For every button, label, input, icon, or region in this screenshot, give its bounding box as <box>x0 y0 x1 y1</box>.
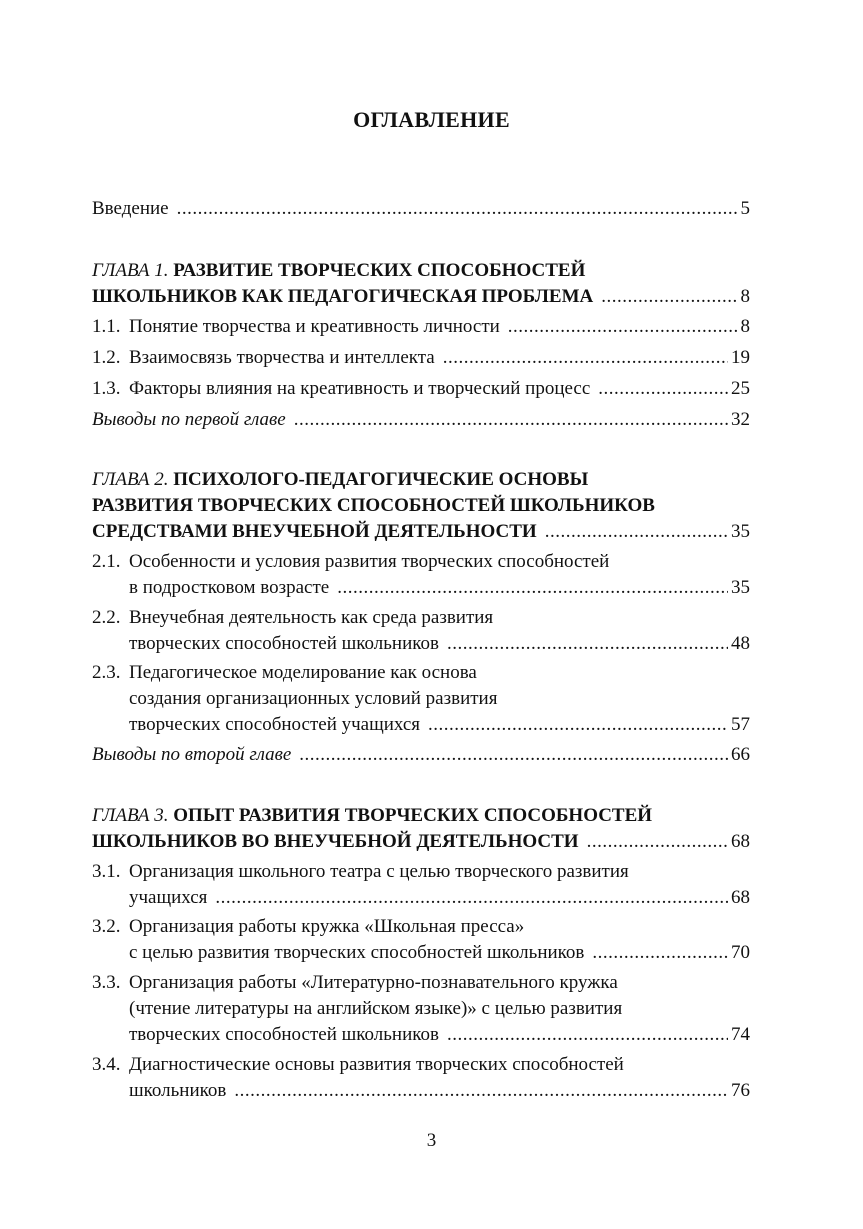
section-title: с целью развития творческих способностей школьников <box>129 942 585 963</box>
chapter-title: РАЗВИТИЕ ТВОРЧЕСКИХ СПОСОБНОСТЕЙ <box>173 260 586 281</box>
toc-page-number: 57 <box>731 714 750 735</box>
toc-chapter-2[interactable] <box>92 467 750 545</box>
toc-page-number: 68 <box>731 831 750 852</box>
toc-entry-title: Введение <box>92 198 169 219</box>
toc-entry-3-1[interactable] <box>92 859 750 911</box>
section-title: Понятие творчества и креативность личности <box>129 316 500 337</box>
dot-leader <box>443 345 728 371</box>
section-title: Диагностические основы развития творческих способностей <box>129 1054 624 1075</box>
section-number: 2.3. <box>92 662 121 683</box>
toc-page-number: 35 <box>731 521 750 542</box>
toc-entry-1-1[interactable] <box>92 314 750 340</box>
section-title: в подростковом возрасте <box>129 577 330 598</box>
dot-leader <box>587 829 728 855</box>
toc-entry-intro[interactable] <box>92 196 750 222</box>
section-number: 2.2. <box>92 607 121 628</box>
section-title: Факторы влияния на креативность и творческий процесс <box>129 378 591 399</box>
toc-page-number: 66 <box>731 744 750 765</box>
toc-entry-3-2[interactable] <box>92 914 750 966</box>
dot-leader <box>447 1022 728 1048</box>
page-number: 3 <box>426 1130 437 1151</box>
section-title: создания организационных условий развития <box>129 688 498 709</box>
section-title: Внеучебная деятельность как среда развития <box>129 607 494 628</box>
section-title: школьников <box>129 1080 227 1101</box>
section-title: Организация школьного театра с целью творческого развития <box>129 861 629 882</box>
section-number: 3.4. <box>92 1054 121 1075</box>
chapter-label: ГЛАВА 2. <box>92 469 169 490</box>
section-title: Организация работы «Литературно-познавательного кружка <box>129 972 618 993</box>
toc-page-number: 35 <box>731 577 750 598</box>
chapter-title: РАЗВИТИЯ ТВОРЧЕСКИХ СПОСОБНОСТЕЙ ШКОЛЬНИКОВ <box>92 495 655 516</box>
dot-leader <box>215 885 728 911</box>
section-number: 1.3. <box>92 378 121 399</box>
chapter-title: ШКОЛЬНИКОВ ВО ВНЕУЧЕБНОЙ ДЕЯТЕЛЬНОСТИ <box>92 831 579 852</box>
toc-chapter-3[interactable] <box>92 803 750 855</box>
dot-leader <box>598 376 728 402</box>
toc-page-number: 76 <box>731 1080 750 1101</box>
chapter-label: ГЛАВА 3. <box>92 805 169 826</box>
section-title: творческих способностей учащихся <box>129 714 421 735</box>
toc-entry-conclusions-2[interactable] <box>92 742 750 768</box>
toc-entry-1-2[interactable] <box>92 345 750 371</box>
chapter-title: СРЕДСТВАМИ ВНЕУЧЕБНОЙ ДЕЯТЕЛЬНОСТИ <box>92 521 537 542</box>
section-number: 3.3. <box>92 972 121 993</box>
chapter-label: ГЛАВА 1. <box>92 260 169 281</box>
dot-leader <box>234 1078 728 1104</box>
section-title: (чтение литературы на английском языке)» с целью развития <box>129 998 623 1019</box>
chapter-title: ШКОЛЬНИКОВ КАК ПЕДАГОГИЧЕСКАЯ ПРОБЛЕМА <box>92 286 594 307</box>
section-number: 3.1. <box>92 861 121 882</box>
dot-leader <box>545 519 728 545</box>
section-title: учащихся <box>129 887 208 908</box>
section-title: Организация работы кружка «Школьная пресса» <box>129 916 525 937</box>
chapter-title: ОПЫТ РАЗВИТИЯ ТВОРЧЕСКИХ СПОСОБНОСТЕЙ <box>173 805 653 826</box>
conclusions-title: Выводы по второй главе <box>92 744 292 765</box>
section-title: Педагогическое моделирование как основа <box>129 662 477 683</box>
toc-page-number: 8 <box>740 316 750 337</box>
toc-page-number: 25 <box>731 378 750 399</box>
toc-entry-2-1[interactable] <box>92 549 750 601</box>
toc-entry-3-4[interactable] <box>92 1052 750 1104</box>
section-number: 2.1. <box>92 551 121 572</box>
dot-leader <box>428 712 728 738</box>
toc-page-number: 32 <box>731 409 750 430</box>
dot-leader <box>508 314 738 340</box>
dot-leader <box>601 284 737 310</box>
section-number: 3.2. <box>92 916 121 937</box>
toc-entry-2-2[interactable] <box>92 605 750 657</box>
toc-page-number: 74 <box>731 1024 750 1045</box>
dot-leader <box>299 742 728 768</box>
toc-page-number: 48 <box>731 633 750 654</box>
dot-leader <box>177 196 738 222</box>
section-title: Взаимосвязь творчества и интеллекта <box>129 347 435 368</box>
page-title: ОГЛАВЛЕНИЕ <box>353 107 510 132</box>
toc-entry-conclusions-1[interactable] <box>92 407 750 433</box>
toc-chapter-1[interactable] <box>92 258 750 310</box>
toc-entry-1-3[interactable] <box>92 376 750 402</box>
section-title: Особенности и условия развития творческих способностей <box>129 551 610 572</box>
toc-page-number: 5 <box>740 198 750 219</box>
toc-entry-2-3[interactable] <box>92 660 750 738</box>
dot-leader <box>337 575 728 601</box>
toc-page-number: 19 <box>731 347 750 368</box>
section-title: творческих способностей школьников <box>129 633 439 654</box>
toc-page-number: 70 <box>731 942 750 963</box>
section-title: творческих способностей школьников <box>129 1024 439 1045</box>
toc-page-number: 68 <box>731 887 750 908</box>
section-number: 1.1. <box>92 316 121 337</box>
dot-leader <box>447 631 728 657</box>
section-number: 1.2. <box>92 347 121 368</box>
toc-page-number: 8 <box>740 286 750 307</box>
conclusions-title: Выводы по первой главе <box>92 409 286 430</box>
chapter-title: ПСИХОЛОГО-ПЕДАГОГИЧЕСКИЕ ОСНОВЫ <box>173 469 589 490</box>
dot-leader <box>592 940 728 966</box>
dot-leader <box>294 407 728 433</box>
toc-entry-3-3[interactable] <box>92 970 750 1048</box>
